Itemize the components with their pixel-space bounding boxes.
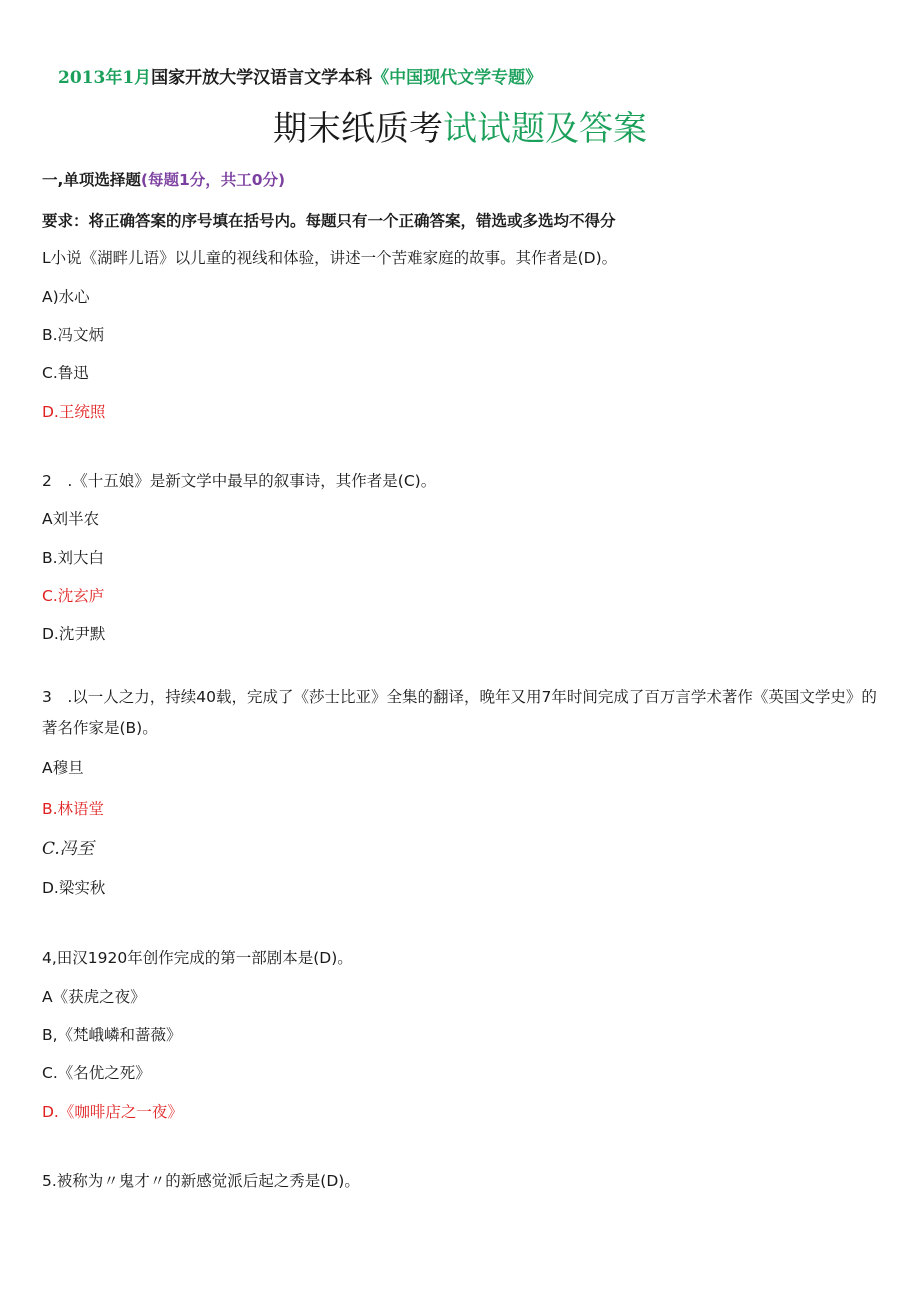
question-5-text: 5.被称为〃鬼才〃的新感觉派后起之秀是(D)。 bbox=[42, 1172, 360, 1190]
question-1-option-d-answer: D.王统照 bbox=[42, 403, 106, 421]
question-3-option-a: A穆旦 bbox=[42, 759, 84, 777]
title-green-part: 试试题及答案 bbox=[443, 109, 647, 149]
question-3-text: 3 .以一人之力，持续40载，完成了《莎士比亚》全集的翻译，晚年又用7年时间完成了百万言学术著作《英国文学史》的著名作家是(B)。 bbox=[42, 688, 877, 737]
question-2-option-a: A刘半农 bbox=[42, 510, 100, 528]
section-label: 一,单项选择题 bbox=[42, 171, 141, 189]
question-3-option-c: C.冯至 bbox=[42, 839, 94, 859]
question-4-option-b: B,《梵峨嶙和蔷薇》 bbox=[42, 1026, 182, 1044]
requirement-text: 要求：将正确答案的序号填在括号内。每题只有一个正确答案，错选或多选均不得分 bbox=[42, 212, 616, 230]
question-4-option-a: A《获虎之夜》 bbox=[42, 988, 146, 1006]
question-3-option-b-answer: B.林语堂 bbox=[42, 800, 105, 818]
page-title bbox=[0, 101, 920, 150]
question-1-option-a: A)水心 bbox=[42, 288, 90, 306]
question-1-option-b: B.冯文炳 bbox=[42, 326, 105, 344]
question-4-option-d-answer: D.《咖啡店之一夜》 bbox=[42, 1103, 183, 1121]
question-2-option-c-answer: C.沈玄庐 bbox=[42, 587, 105, 605]
header-date: 2013年1月 bbox=[58, 68, 152, 88]
question-2-text: 2 .《十五娘》是新文学中最早的叙事诗，其作者是(C)。 bbox=[42, 472, 437, 490]
header-course: 《中国现代文学专题》 bbox=[372, 68, 543, 88]
header-school: 国家开放大学汉语言文学本科 bbox=[151, 68, 373, 88]
question-4-option-c: C.《名优之死》 bbox=[42, 1064, 151, 1082]
question-4-text: 4,田汉1920年创作完成的第一部剧本是(D)。 bbox=[42, 949, 353, 967]
question-1-option-c: C.鲁迅 bbox=[42, 364, 89, 382]
question-1-text: L小说《湖畔儿语》以儿童的视线和体验，讲述一个苦难家庭的故事。其作者是(D)。 bbox=[42, 249, 618, 267]
exam-header bbox=[58, 63, 542, 88]
section-heading bbox=[42, 168, 285, 190]
question-2-option-d: D.沈尹默 bbox=[42, 625, 106, 643]
section-points: (每题1分，共工0分) bbox=[140, 171, 286, 189]
title-dark-part: 期末纸质考 bbox=[273, 109, 443, 149]
question-2-option-b: B.刘大白 bbox=[42, 549, 105, 567]
question-3-option-d: D.梁实秋 bbox=[42, 879, 106, 897]
